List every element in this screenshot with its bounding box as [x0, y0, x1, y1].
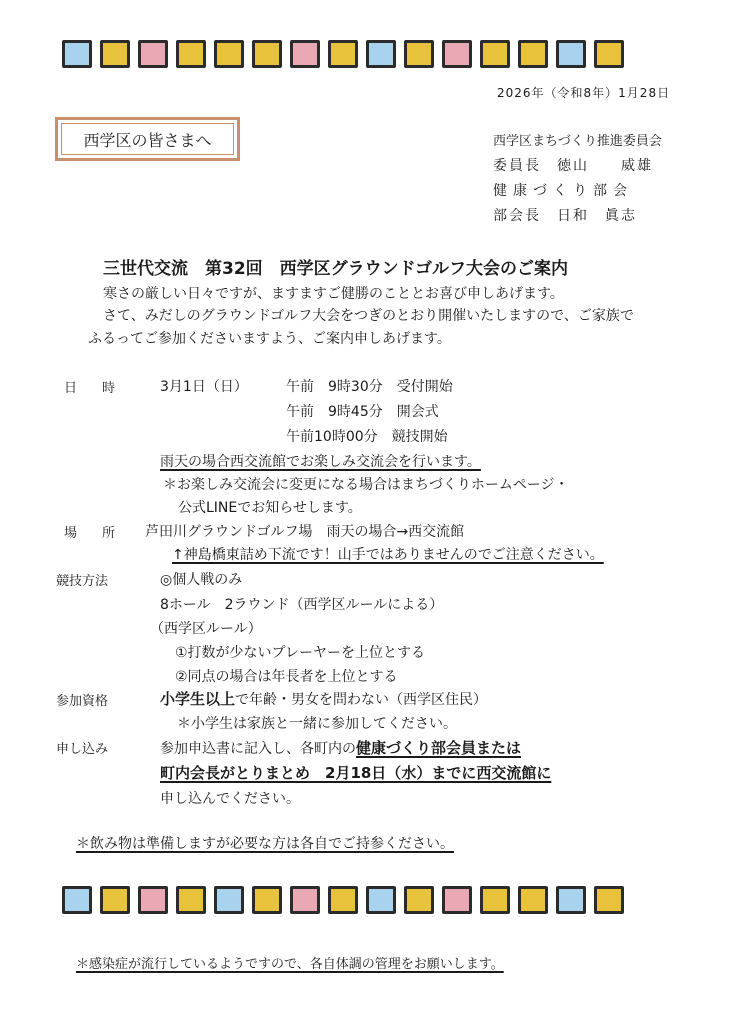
square-pink	[290, 40, 320, 68]
square-yellow	[480, 40, 510, 68]
application-bold-1: 健康づくり部会員または	[356, 739, 522, 757]
square-yellow	[594, 40, 624, 68]
greeting-line-2: さて、みだしのグラウンドゴルフ大会をつぎのとおり開催いたしますので、ご家族で	[103, 308, 634, 324]
addressee-text: 西学区の皆さまへ	[83, 130, 212, 150]
eligibility-text	[160, 688, 487, 709]
square-yellow	[328, 886, 358, 914]
square-yellow	[100, 886, 130, 914]
square-yellow	[404, 886, 434, 914]
schedule-label: 日 時	[64, 381, 122, 396]
schedule-item-start: 午前10時00分 競技開始	[286, 429, 448, 445]
top-square-border	[62, 40, 624, 68]
square-pink	[442, 40, 472, 68]
square-pink	[290, 886, 320, 914]
bottom-square-border	[62, 886, 624, 914]
eligibility-bold: 小学生以上	[160, 690, 236, 708]
rules-title: （西学区ルール）	[150, 621, 262, 637]
square-yellow	[252, 886, 282, 914]
method-line-2: 8ホール 2ラウンド（西学区ルールによる）	[160, 597, 444, 613]
square-blue	[556, 886, 586, 914]
square-yellow	[518, 40, 548, 68]
sender-dept-chief: 部会長 日和 眞志	[493, 208, 637, 224]
application-bold-2: 町内会長がとりまとめ 2月18日（水）までに西交流館に	[160, 764, 552, 782]
drinks-note: ＊飲み物は準備しますが必要な方は各自でご持参ください。	[76, 836, 454, 852]
square-yellow	[176, 886, 206, 914]
square-pink	[442, 886, 472, 914]
schedule-date: 3月1日（日）	[160, 379, 248, 395]
venue-text: 芦田川グラウンドゴルフ場 雨天の場合→西交流館	[145, 524, 465, 540]
eligibility-note: ＊小学生は家族と一緒に参加してください。	[177, 716, 457, 732]
application-line-1	[160, 737, 521, 758]
square-yellow	[480, 886, 510, 914]
application-pre: 参加申込書に記入し、各町内の	[160, 741, 356, 757]
square-yellow	[176, 40, 206, 68]
square-yellow	[100, 40, 130, 68]
square-blue	[556, 40, 586, 68]
greeting-line-1: 寒さの厳しい日々ですが、ますますご健勝のこととお喜び申しあげます。	[103, 286, 564, 302]
square-blue	[214, 886, 244, 914]
rule-2: ②同点の場合は年長者を上位とする	[175, 669, 398, 685]
schedule-item-reception: 午前 9時30分 受付開始	[286, 379, 453, 395]
square-yellow	[518, 886, 548, 914]
sender-chair: 委員長 徳山 威雄	[493, 158, 653, 174]
square-pink	[138, 40, 168, 68]
application-label: 申し込み	[56, 742, 109, 757]
square-blue	[366, 40, 396, 68]
method-label: 競技方法	[56, 574, 109, 589]
document-date: 2026年（令和8年）1月28日	[497, 86, 671, 100]
application-line-3: 申し込んでください。	[160, 791, 300, 807]
eligibility-label: 参加資格	[56, 694, 109, 709]
page-title: 三世代交流 第32回 西学区グラウンドゴルフ大会のご案内	[103, 259, 568, 279]
square-yellow	[594, 886, 624, 914]
schedule-item-opening: 午前 9時45分 開会式	[286, 404, 439, 420]
square-blue	[62, 886, 92, 914]
square-blue	[62, 40, 92, 68]
square-blue	[366, 886, 396, 914]
eligibility-rest: で年齢・男女を問わない（西学区住民）	[235, 692, 488, 708]
sender-dept: 健康づくり部会	[493, 183, 633, 199]
venue-note: ↑神島橋東詰め下流です！山手ではありませんのでご注意ください。	[172, 547, 604, 563]
infection-note: ＊感染症が流行しているようですので、各自体調の管理をお願いします。	[76, 957, 504, 972]
addressee-frame	[55, 117, 240, 161]
square-yellow	[404, 40, 434, 68]
venue-label: 場 所	[64, 526, 122, 541]
square-yellow	[214, 40, 244, 68]
square-pink	[138, 886, 168, 914]
schedule-note-2: 公式LINEでお知らせします。	[178, 500, 362, 516]
rain-notice: 雨天の場合西交流館でお楽しみ交流会を行います。	[160, 454, 481, 470]
square-yellow	[252, 40, 282, 68]
greeting-line-3: ふるってご参加くださいますよう、ご案内申しあげます。	[88, 331, 451, 347]
rule-1: ①打数が少ないプレーヤーを上位とする	[175, 645, 425, 661]
method-line-1: ◎個人戦のみ	[160, 572, 243, 588]
square-yellow	[328, 40, 358, 68]
sender-org: 西学区まちづくり推進委員会	[493, 134, 662, 149]
schedule-note-1: ＊お楽しみ交流会に変更になる場合はまちづくりホームページ・	[163, 477, 569, 493]
